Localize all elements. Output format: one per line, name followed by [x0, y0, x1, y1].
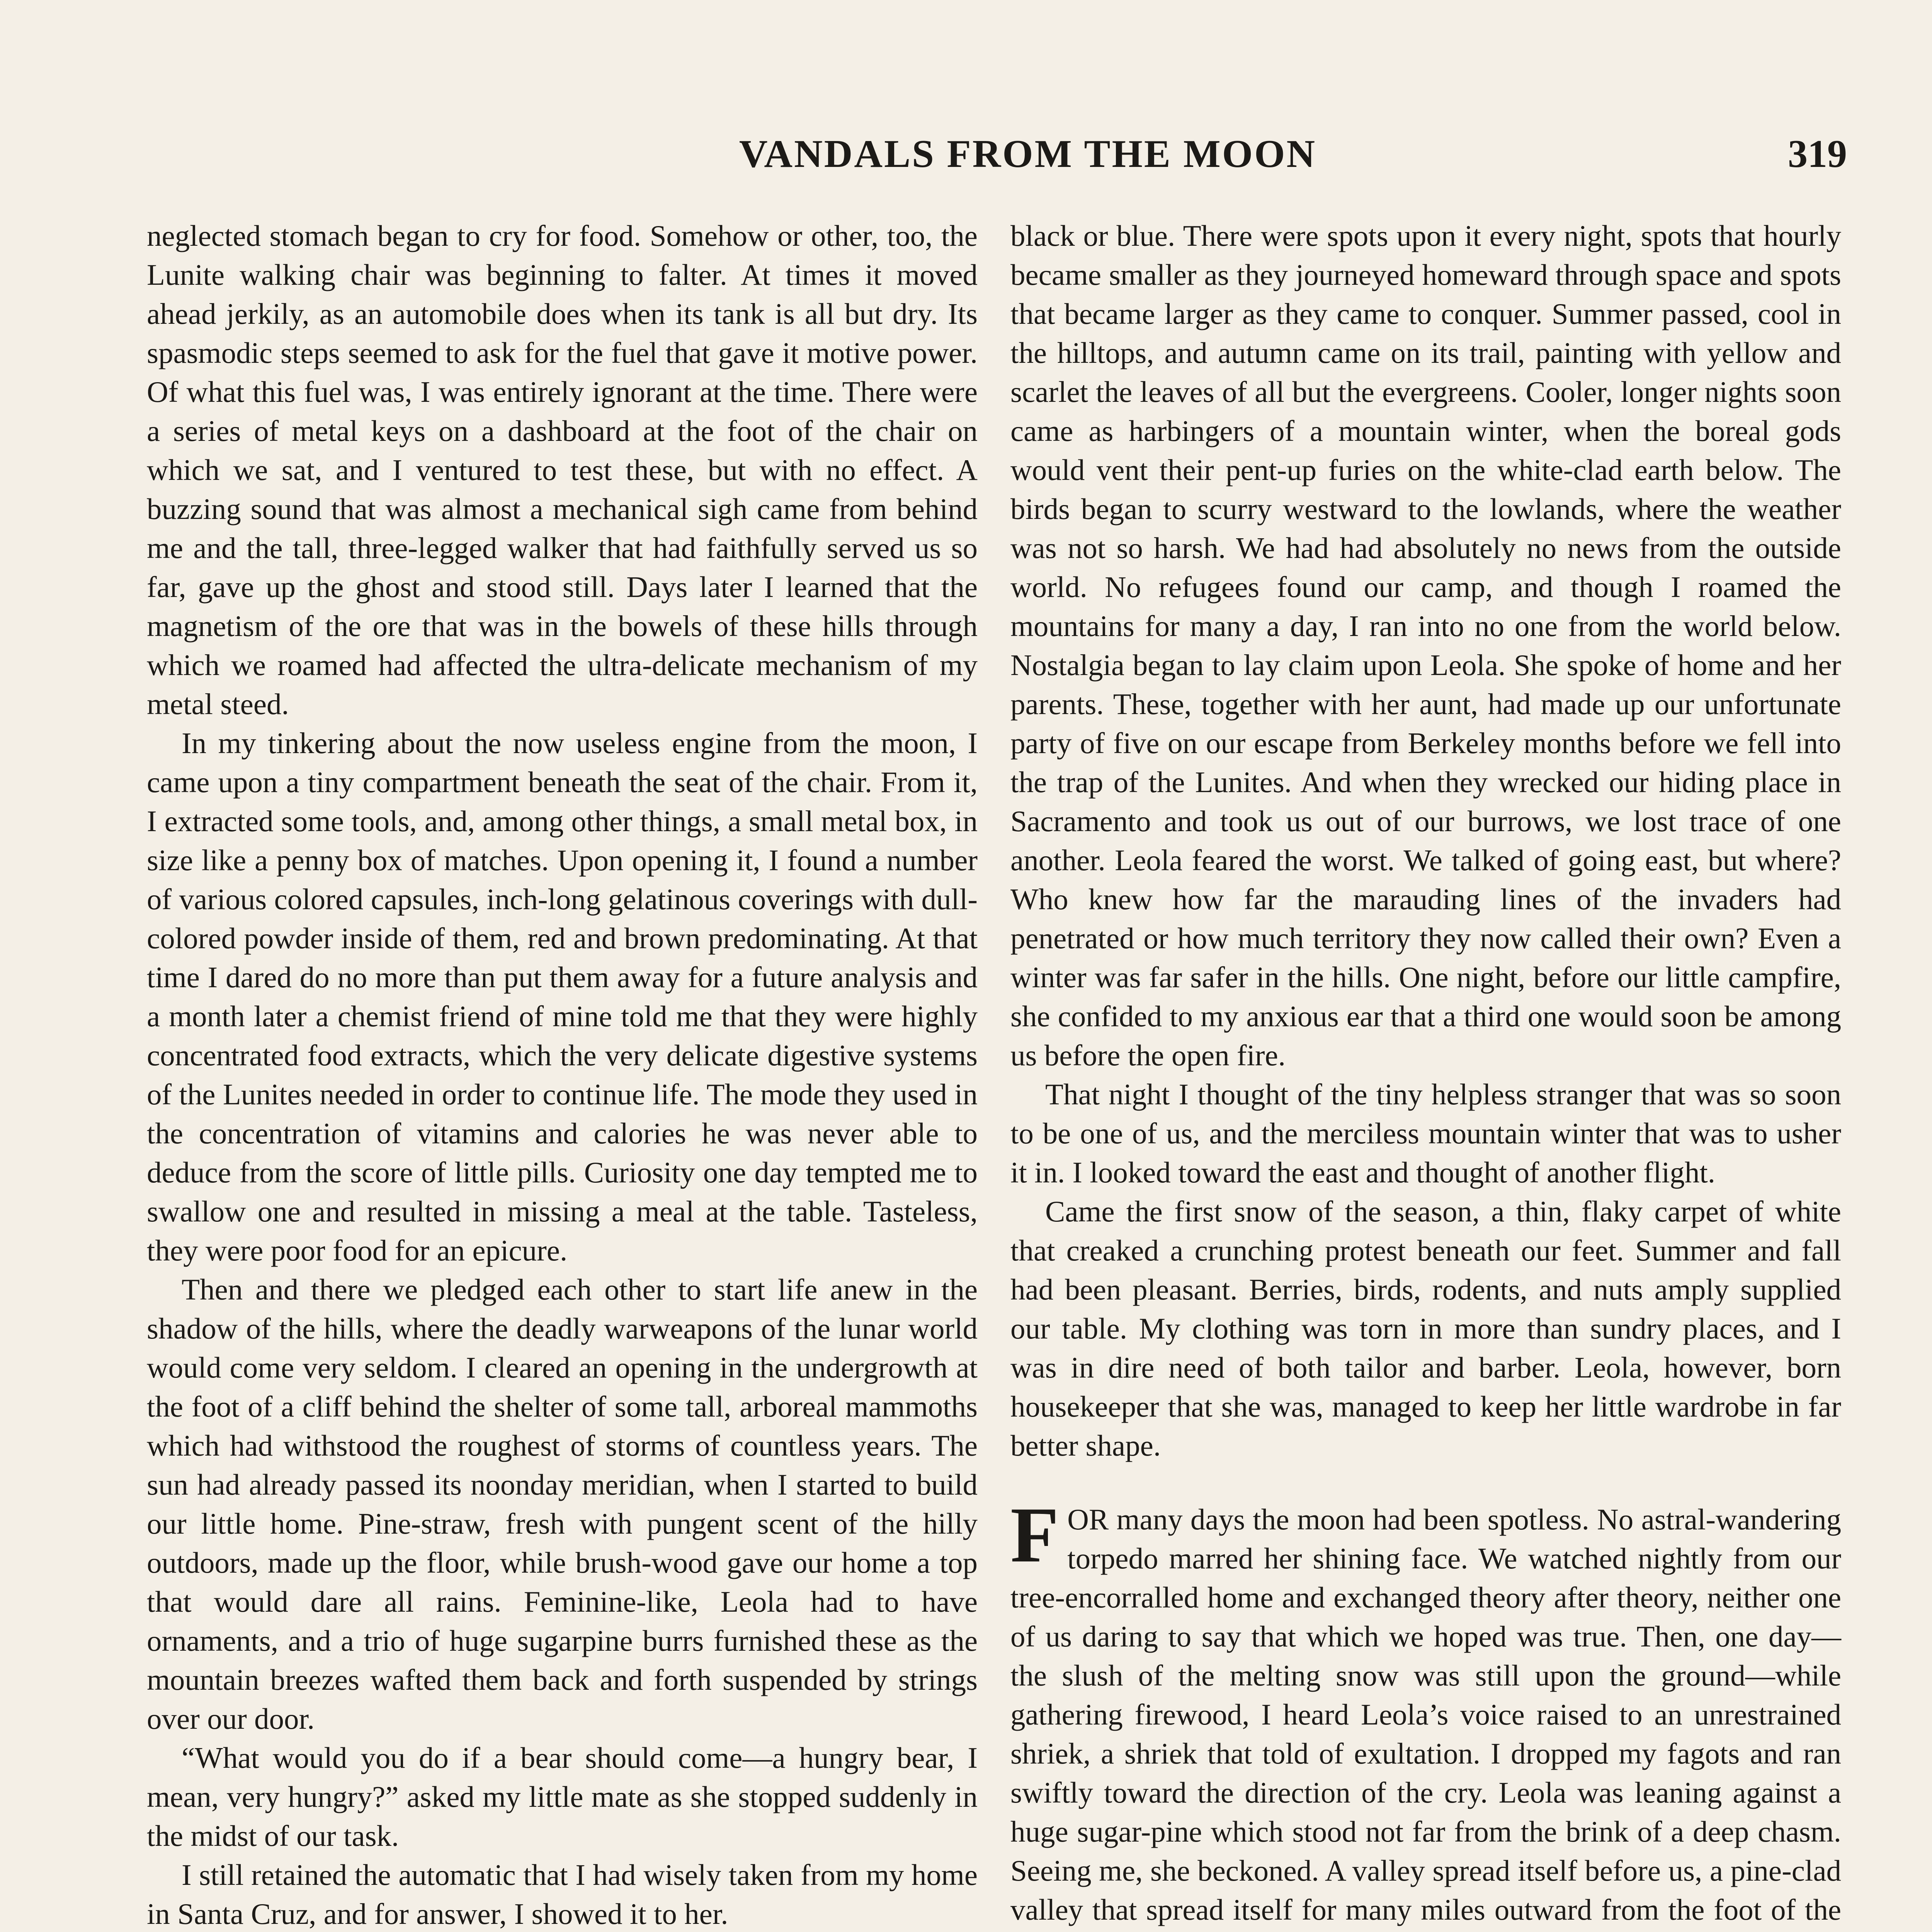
paragraph: black or blue. There were spots upon it every night, spots that hourly became smaller as they journeyed homeward through space and spots that became larger as they came to conquer. Summer passed, cool in the hilltops, and autumn came on its trail, painting with yellow and scarlet the leaves of all but the evergreens. Cooler, longer nights soon came as harbingers of a mountain winter, when the boreal gods would vent their pent-up furies on the white-clad earth below. The birds began to scurry westward to the lowlands, where the weather was not so harsh. We had had absolutely no news from the outside world. No refugees found our camp, and though I roamed the mountains for many a day, I ran into no one from the world below. Nostalgia began to lay claim upon Leola. She spoke of home and her parents. These, together with her aunt, had made up our unfortunate party of five on our escape from Berkeley months before we fell into the trap of the Lunites. And when they wrecked our hiding place in Sacramento and took us out of our burrows, we lost trace of one another. Leola feared the worst. We talked of going east, but where? Who knew how far the marauding lines of the invaders had penetrated or how much territory they now called their own? Even a winter was far safer in the hills. One night, before our little campfire, she confided to my anxious ear that a third one would soon be among us before the open fire. [1010, 219, 1841, 1072]
right-column [1010, 216, 1841, 1932]
paragraph: In my tinkering about the now useless engine from the moon, I came upon a tiny compartment beneath the seat of the chair. From it, I extracted some tools, and, among other things, a small metal box, in size like a penny box of matches. Upon opening it, I found a number of various colored capsules, inch-long gelatinous coverings with dull-colored powder inside of them, red and brown predominating. At that time I dared do no more than put them away for a future analysis and a month later a chemist friend of mine told me that they were highly concentrated food extracts, which the very delicate digestive systems of the Lunites needed in order to continue life. The mode they used in the concentration of vitamins and calories he was never able to deduce from the score of little pills. Curiosity one day tempted me to swallow one and resulted in missing a meal at the table. Tasteless, they were poor food for an epicure. [147, 726, 978, 1267]
section-opening-paragraph [1010, 1491, 1841, 1932]
page-number: 319 [1788, 132, 1847, 176]
paragraph-text: OR many days the moon had been spotless. No astral-wandering torpedo marred her shining face. We watched nightly from our tree-encorralled home and exchanged theory after theory, neither one of us daring to say that which we hoped was true. Then, one day—the slush of the melting snow was still upon the ground—while gathering firewood, I heard Leola’s voice raised to an unrestrained shriek, a shriek that told of exultation. I dropped my fagots and ran swiftly toward the direction of the cry. Leola was leaning against a huge sugar-pine which stood not far from the brink of a deep chasm. Seeing me, she beckoned. A valley spread itself before us, a pine-clad valley that spread itself for many miles outward from the foot of the [1010, 1503, 1841, 1926]
paragraph: Then and there we pledged each other to start life anew in the shadow of the hills, where the deadly warweapons of the lunar world would come very seldom. I cleared an opening in the undergrowth at the foot of a cliff behind the shelter of some tall, arboreal mammoths which had withstood the roughest of storms of countless years. The sun had already passed its noonday meridian, when I started to build our little home. Pine-straw, fresh with pungent scent of the hilly outdoors, made up the floor, while brush-wood gave our home a top that would dare all rains. Feminine-like, Leola had to have ornaments, and a trio of huge sugarpine burrs furnished these as the mountain breezes wafted them back and forth suspended by strings over our door. [147, 1273, 978, 1735]
drop-cap: F [1010, 1491, 1059, 1579]
paragraph: Came the first snow of the season, a thin, flaky carpet of white that creaked a crunching protest beneath our feet. Summer and fall had been pleasant. Berries, birds, rodents, and nuts amply supplied our table. My clothing was torn in more than sundry places, and I was in dire need of both tailor and barber. Leola, however, born housekeeper that she was, managed to keep her little wardrobe in far better shape. [1010, 1195, 1841, 1462]
paragraph: I still retained the automatic that I had wisely taken from my home in Santa Cruz, and for answer, I showed it to her. [147, 1858, 978, 1930]
paragraph: neglected stomach began to cry for food. Somehow or other, too, the Lunite walking chair was beginning to falter. At times it moved ahead jerkily, as an automobile does when its tank is all but dry. Its spasmodic steps seemed to ask for the fuel that gave it motive power. Of what this fuel was, I was entirely ignorant at the time. There were a series of metal keys on a dashboard at the foot of the chair on which we sat, and I ventured to test these, but with no effect. A buzzing sound that was almost a mechanical sigh came from behind me and the tall, three-legged walker that had faithfully served us so far, gave up the ghost and stood still. Days later I learned that the magnetism of the ore that was in the bowels of these hills through which we roamed had affected the ultra-delicate mechanism of my metal steed. [147, 219, 978, 721]
left-column [147, 216, 978, 1932]
running-head-title: VANDALS FROM THE MOON [739, 132, 1317, 176]
paragraph: That night I thought of the tiny helpless stranger that was so soon to be one of us, and the merciless mountain winter that was to usher it in. I looked toward the east and thought of another flight. [1010, 1078, 1841, 1189]
paragraph: “What would you do if a bear should come—a hungry bear, I mean, very hungry?” asked my little mate as she stopped suddenly in the midst of our task. [147, 1741, 978, 1852]
